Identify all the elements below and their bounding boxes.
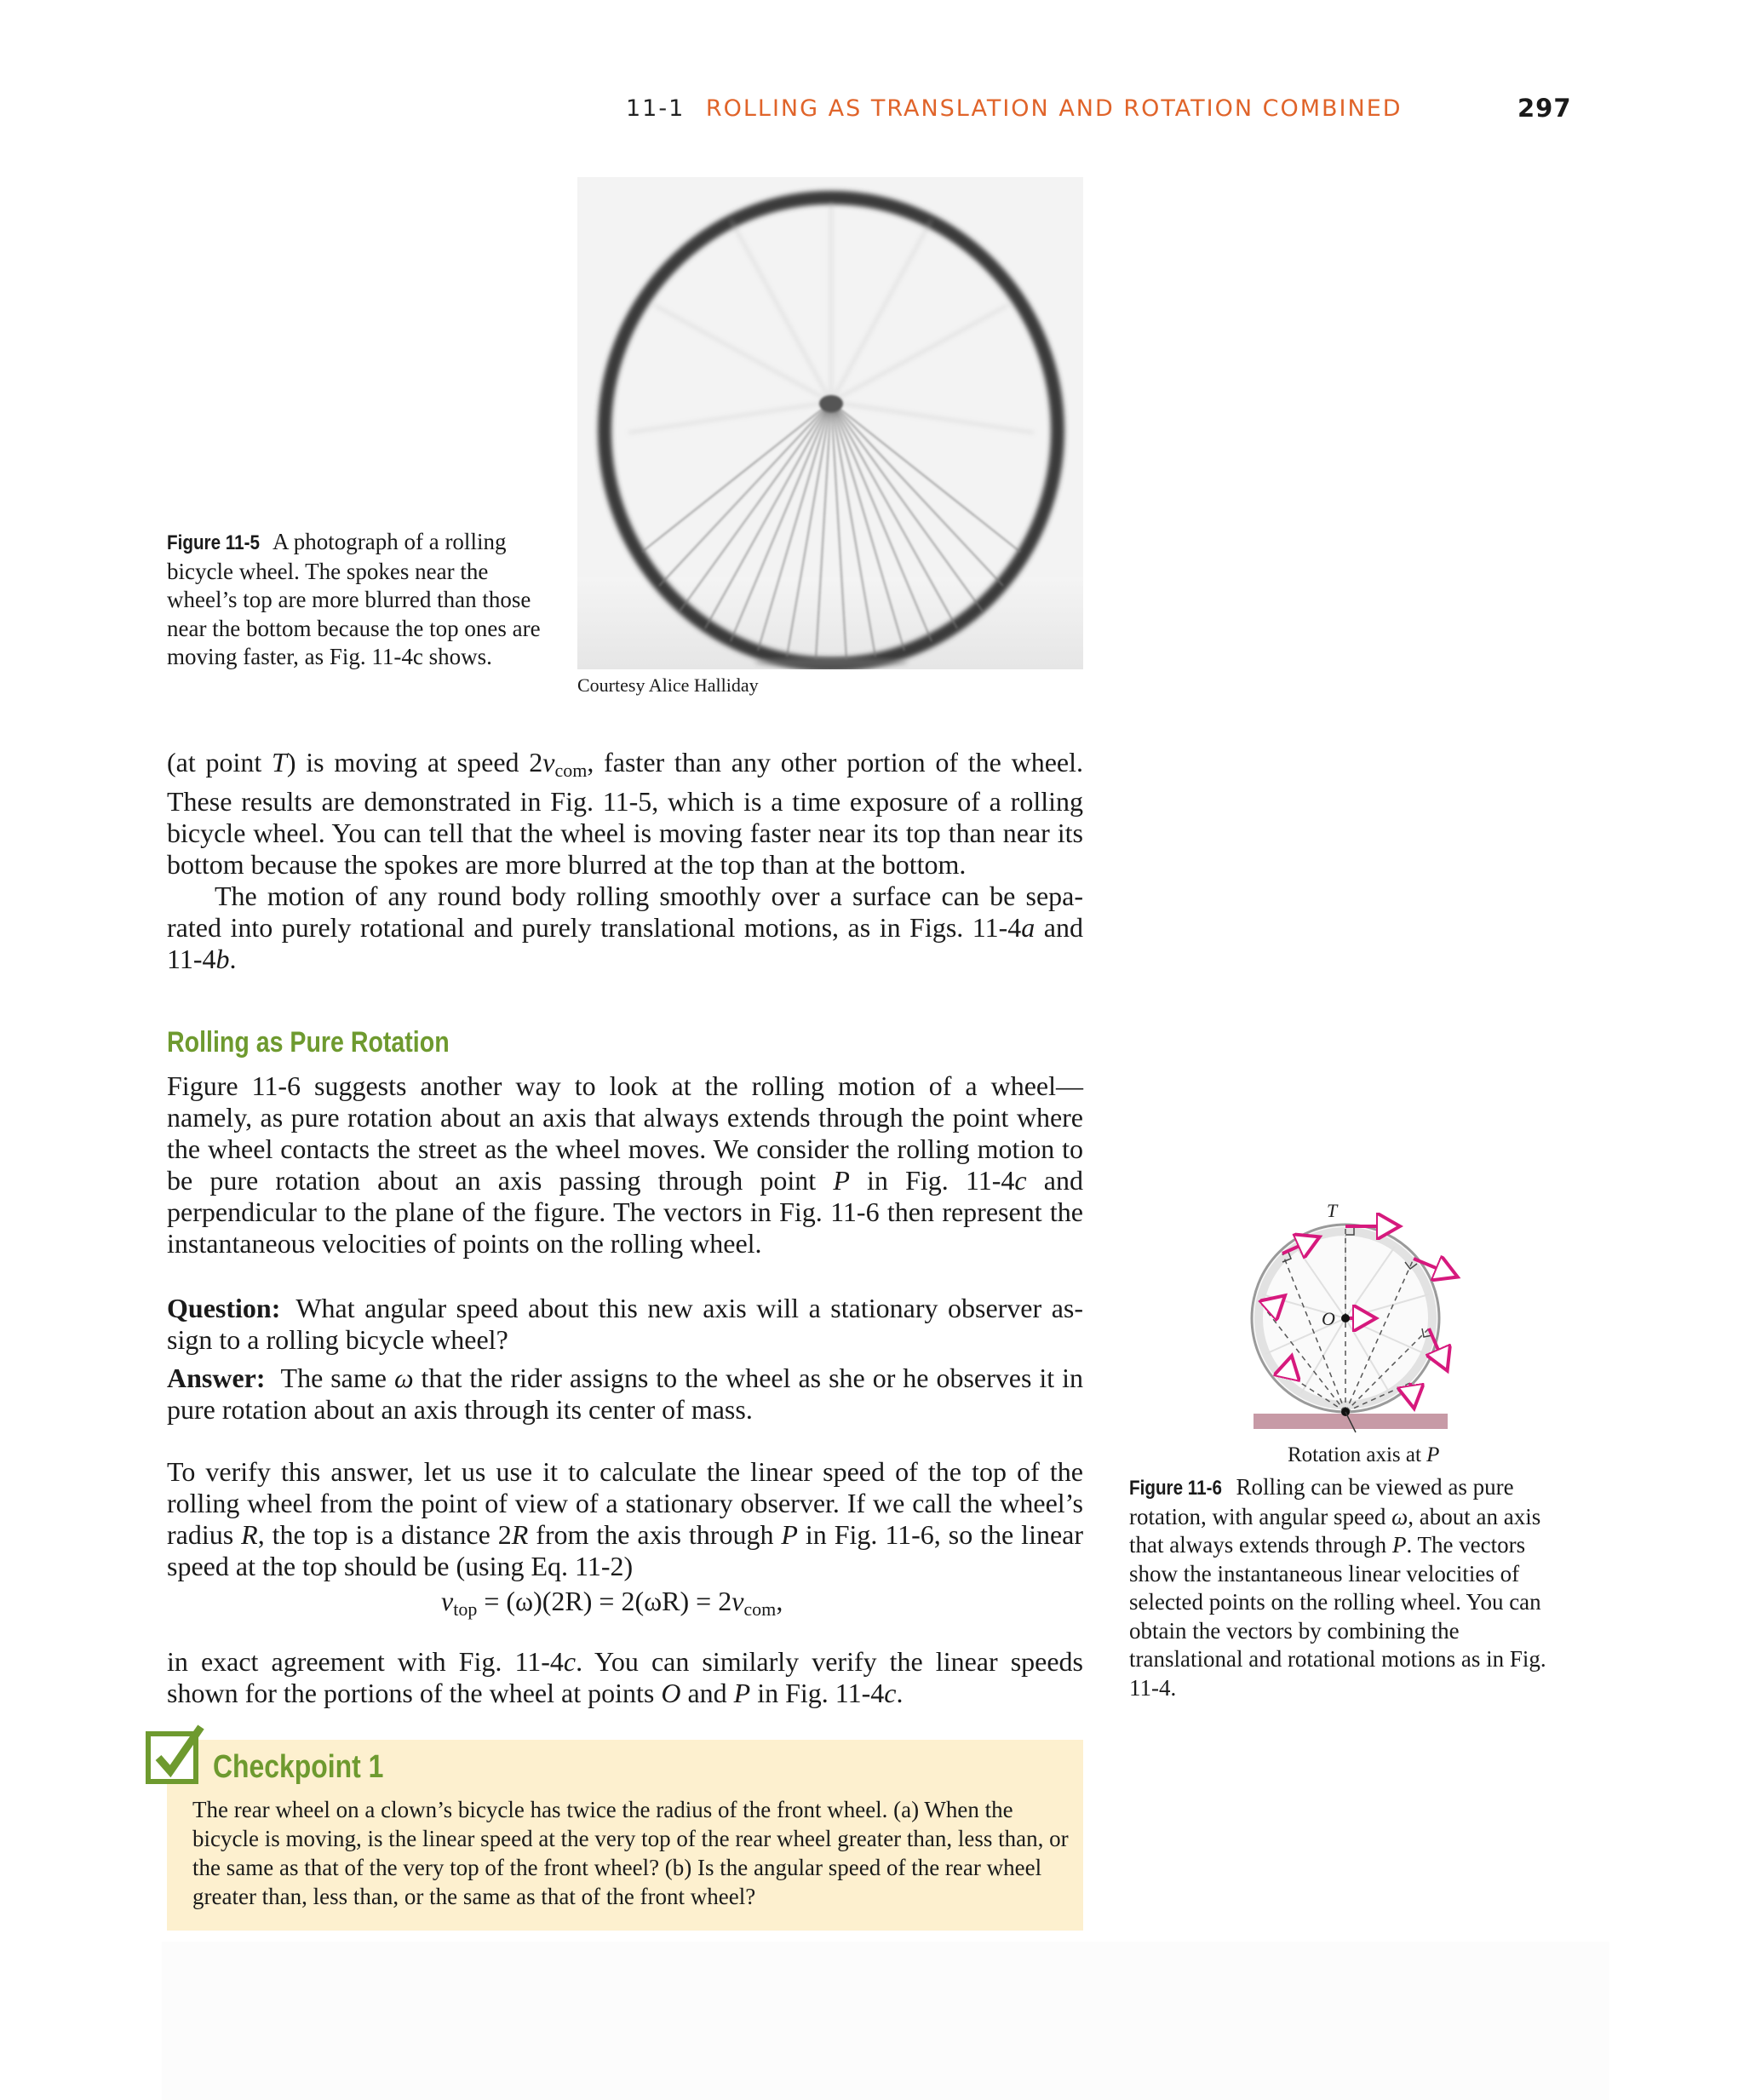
answer-label: Answer: <box>167 1363 266 1393</box>
figure-label: Figure 11-6 <box>1129 1477 1222 1500</box>
section-number: 11-1 <box>626 95 686 122</box>
checkpoint-title: Checkpoint 1 <box>213 1749 384 1785</box>
paragraph-3: Figure 11-6 suggests another way to look at the rolling motion of a wheel— namely, as pure rotation about an axis that always extends through the point where the wheel contacts the street as the wheel moves. We consider the rolling motion to be pure rotation about an axis passing through point P in Fig. 11-4c and perpendicular to the plane of the figure. The vectors in Fig. 11-6 then represent the instantaneous velocities of points on the rolling wheel. <box>167 1070 1083 1259</box>
body-paragraphs-top <box>167 747 1083 975</box>
section-heading: Rolling as Pure Rotation <box>167 1026 450 1059</box>
equation-v-top: $v_{top} = (\omega)(2R) = 2(\omega R) = 2v_{com}$, <box>441 1586 783 1620</box>
page-bottom-margin <box>162 1942 1609 2100</box>
rotation-axis-label: Rotation axis at P <box>1288 1443 1440 1466</box>
point-o-label: O <box>1322 1308 1335 1329</box>
checkpoint-text: The rear wheel on a clown’s bicycle has twice the radius of the front wheel. (a) When the bicycle is moving, is the linear speed at the very top of the rear wheel greater than, less than, or the same as that of the very top of the front wheel? (b) Is the angular speed of the rear wheel greater than, less than, or the same as that of the front wheel? <box>192 1797 1069 1909</box>
section-title: ROLLING AS TRANSLATION AND ROTATION COMBINED <box>705 95 1403 122</box>
figure-label: Figure 11-5 <box>167 531 260 554</box>
paragraph-2: The motion of any round body rolling smoothly over a surface can be sepa-rated into purely rotational and purely translational motions, as in Figs. 11-4a and 11-4b. <box>167 881 1084 974</box>
answer-block: Answer: The same ω that the rider assigns to the wheel as she or he observes it in pure rotation about an axis through its center of mass. <box>167 1363 1084 1425</box>
running-header <box>626 95 1403 122</box>
question-label: Question: <box>167 1293 281 1323</box>
figure-11-5-caption <box>167 528 559 672</box>
checkmark-icon <box>145 1724 206 1785</box>
rolling-wheel-diagram <box>1243 1192 1465 1439</box>
caption-text: A photograph of a rolling bicycle wheel. The spokes near the wheel’s top are more blurred than those near the bottom because the top ones are moving faster, as Fig. 11-4c shows. <box>167 529 541 669</box>
point-t-label: T <box>1327 1200 1338 1221</box>
bicycle-wheel-photo <box>577 177 1083 669</box>
page-number: 297 <box>1517 94 1572 123</box>
paragraph-1: (at point T) is moving at speed $2v_{com}$, faster than any other portion of the wheel. These results are demonstrated in Fig. 11-5, which is a time exposure of a rolling bicycle wheel. You can tell that the wheel is moving faster near its top than near its bottom because the spokes are more blurred at the top than at the bottom. <box>167 747 1084 880</box>
paragraph-5: in exact agreement with Fig. 11-4c. You can similarly verify the linear speeds shown for the portions of the wheel at points O and P in Fig. 11-4c. <box>167 1646 1083 1708</box>
paragraph-4: To verify this answer, let us use it to calculate the linear speed of the top of the rolling wheel from the point of view of a stationary observer. If we call the wheel’s radius R, the top is a distance 2R from the axis through P in Fig. 11-6, so the linear speed at the top should be (using Eq. 11-2) <box>167 1456 1084 1581</box>
question-block: Question: What angular speed about this new axis will a stationary observer as-sign to a rolling bicycle wheel? <box>167 1293 1083 1355</box>
photo-credit: Courtesy Alice Halliday <box>577 674 759 696</box>
figure-11-6-caption: Figure 11-6 Rolling can be viewed as pure rotation, with angular speed ω, about an axis that always extends through P. The vectors show the instantaneous linear velocities of selected points on the rolling wheel. You can obtain the vectors by combining the translational and rotational motions as in Fig. 11-4. <box>1129 1474 1546 1701</box>
